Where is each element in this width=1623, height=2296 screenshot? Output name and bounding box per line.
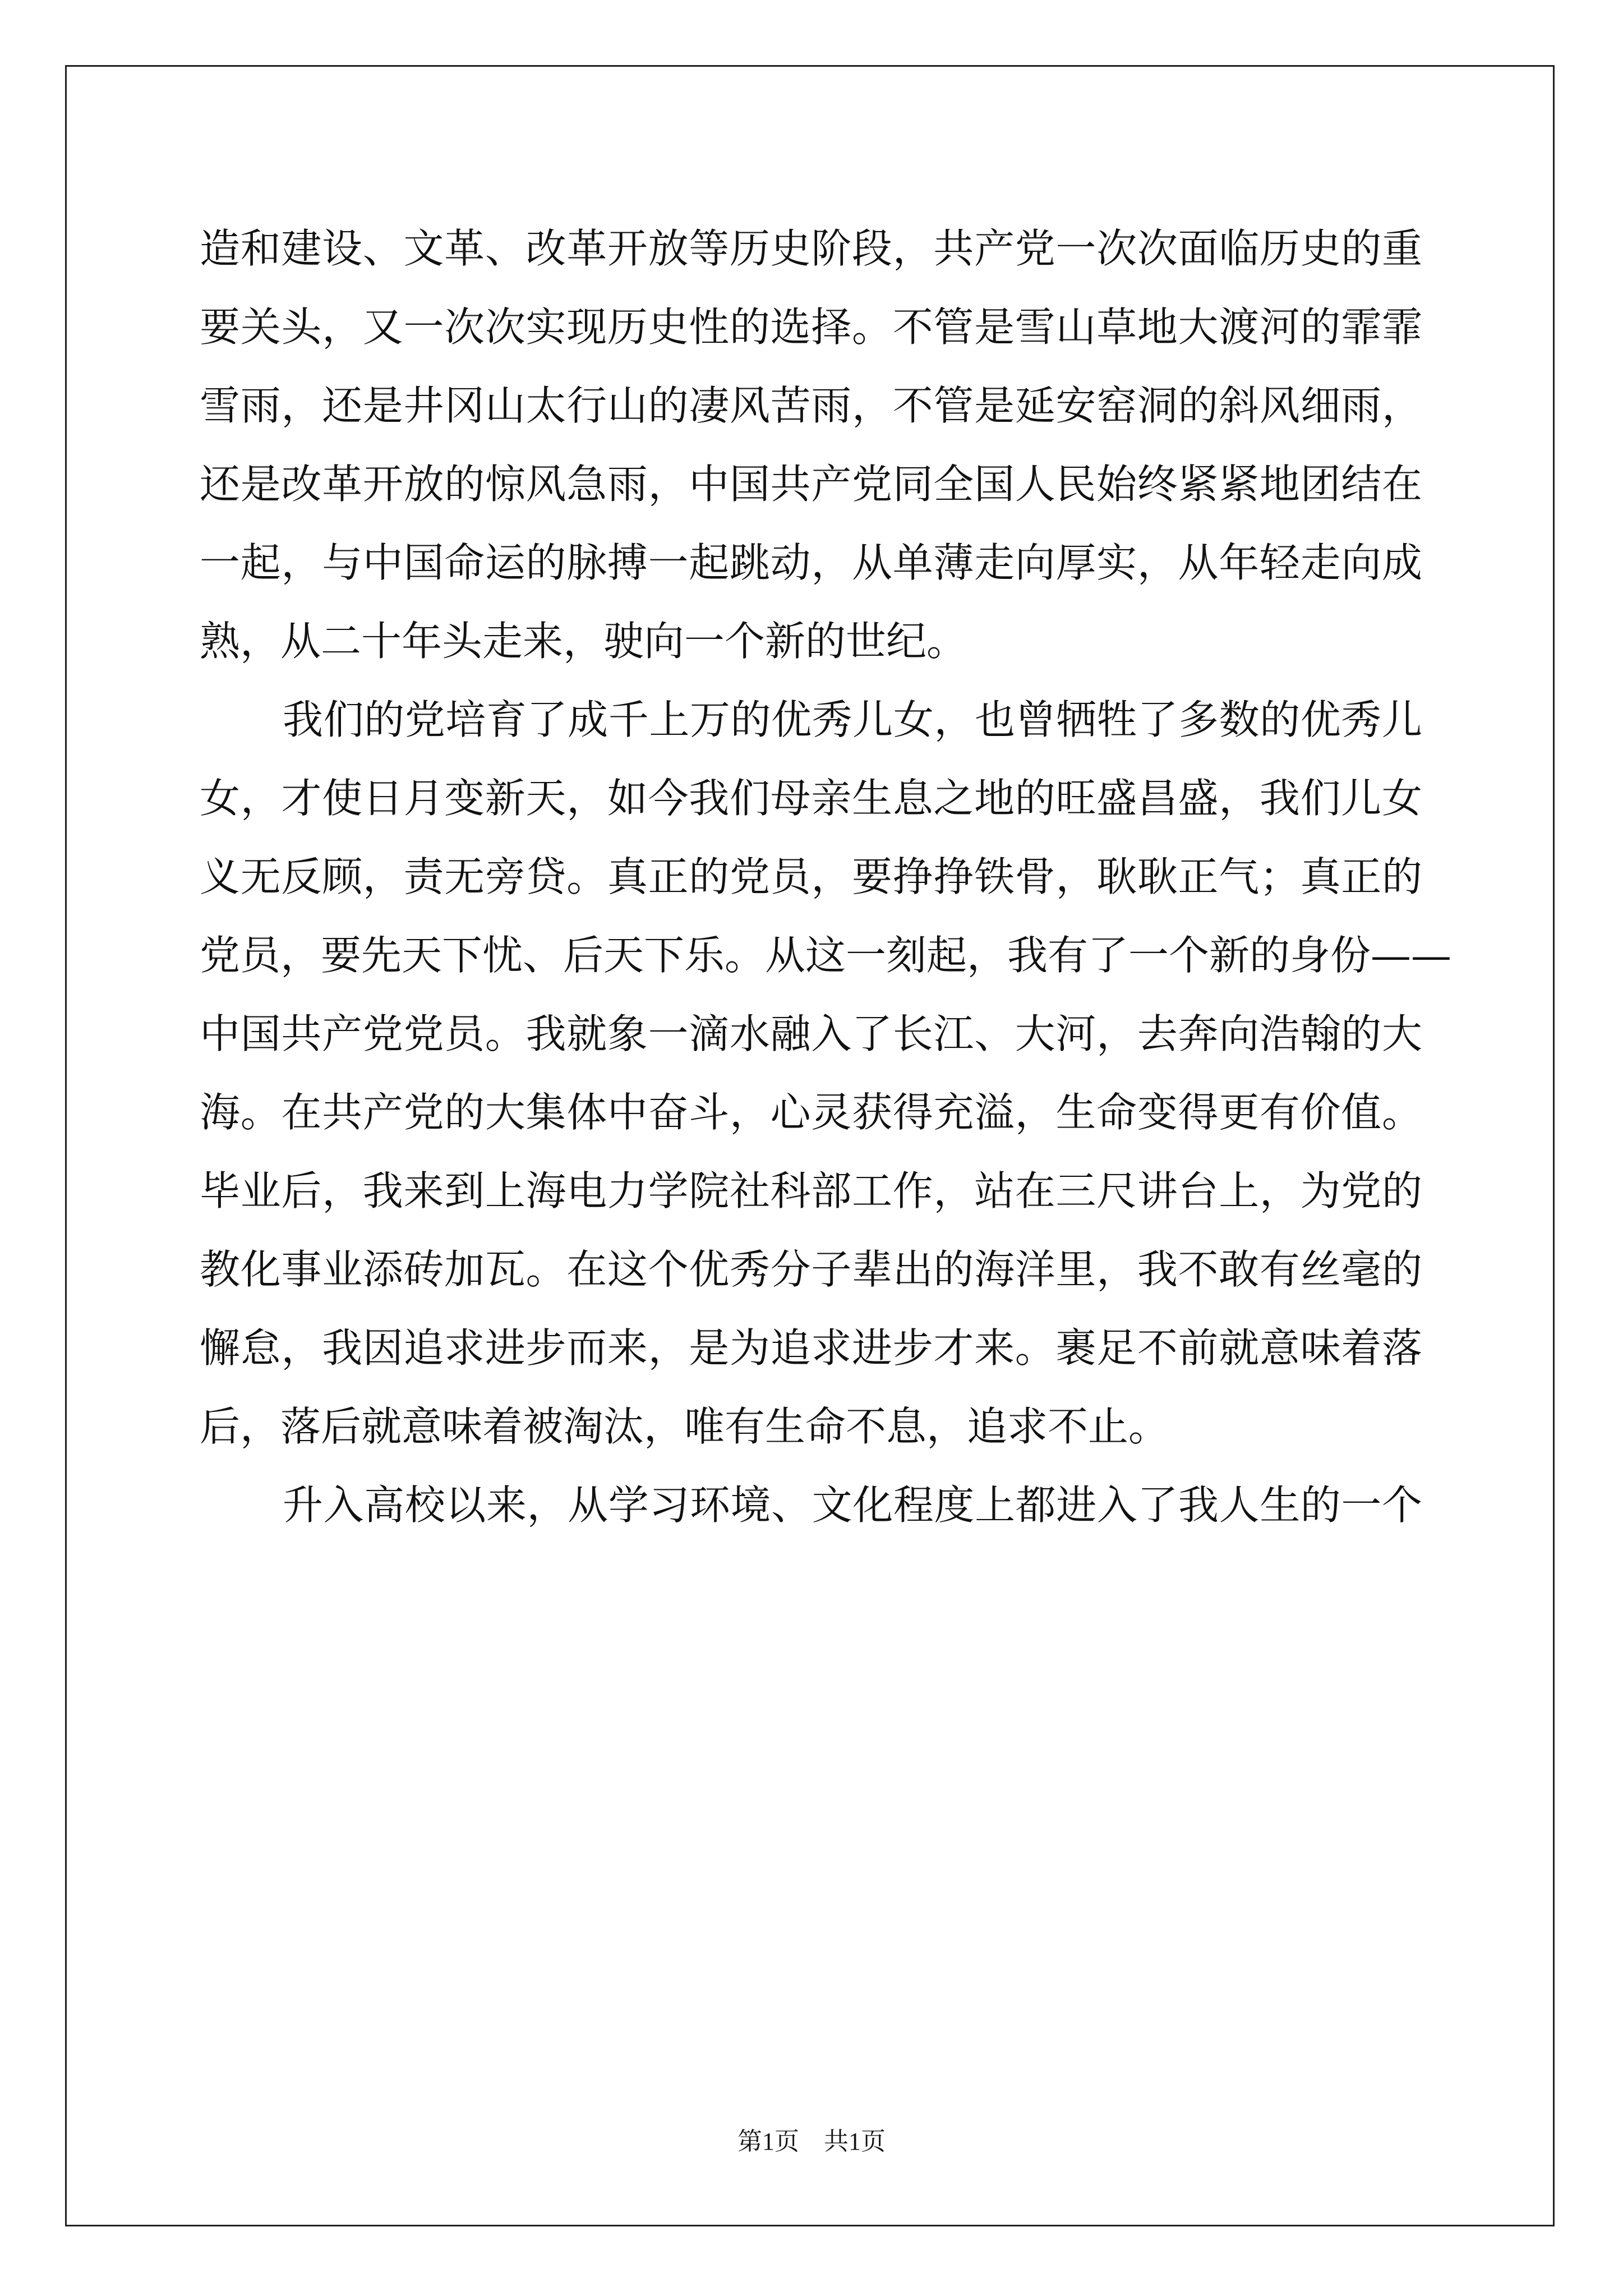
text-line: 海。在共产党的大集体中奋斗，心灵获得充溢，生命变得更有价值。 <box>200 1089 1422 1136</box>
text-line: 熟，从二十年头走来，驶向一个新的世纪。 <box>200 618 967 665</box>
text-line: 造和建设、文革、改革开放等历史阶段，共产党一次次面临历史的重 <box>200 225 1422 272</box>
text-line: 懈怠，我因追求进步而来，是为追求进步才来。裹足不前就意味着落 <box>200 1324 1422 1372</box>
text-line: 女，才使日月变新天，如今我们母亲生息之地的旺盛昌盛，我们儿女 <box>200 775 1422 822</box>
text-line: 还是改革开放的惊风急雨，中国共产党同全国人民始终紧紧地团结在 <box>200 461 1422 508</box>
text-line: 教化事业添砖加瓦。在这个优秀分子辈出的海洋里，我不敢有丝毫的 <box>200 1246 1422 1293</box>
text-line: 中国共产党党员。我就象一滴水融入了长江、大河，去奔向浩翰的大 <box>200 1010 1422 1057</box>
paragraph-first-line: 我们的党培育了成千上万的优秀儿女，也曾牺牲了多数的优秀儿 <box>283 696 1422 743</box>
text-line: 党员，要先天下忧、后天下乐。从这一刻起，我有了一个新的身份—— <box>200 932 1452 979</box>
paragraph-first-line: 升入高校以来，从学习环境、文化程度上都进入了我人生的一个 <box>283 1481 1422 1529</box>
text-line: 毕业后，我来到上海电力学院社科部工作，站在三尺讲台上，为党的 <box>200 1167 1422 1214</box>
text-line: 后，落后就意味着被淘汰，唯有生命不息，追求不止。 <box>200 1403 1169 1450</box>
text-line: 一起，与中国命运的脉搏一起跳动，从单薄走向厚实，从年轻走向成 <box>200 539 1422 586</box>
text-line: 要关头，又一次次实现历史性的选择。不管是雪山草地大渡河的霏霏 <box>200 303 1422 351</box>
text-line: 义无反顾，责无旁贷。真正的党员，要挣挣铁骨，耿耿正气；真正的 <box>200 853 1422 900</box>
page-footer: 第1页 共1页 <box>737 2128 886 2155</box>
text-line: 雪雨，还是井冈山太行山的凄风苦雨，不管是延安窑洞的斜风细雨， <box>200 382 1422 429</box>
